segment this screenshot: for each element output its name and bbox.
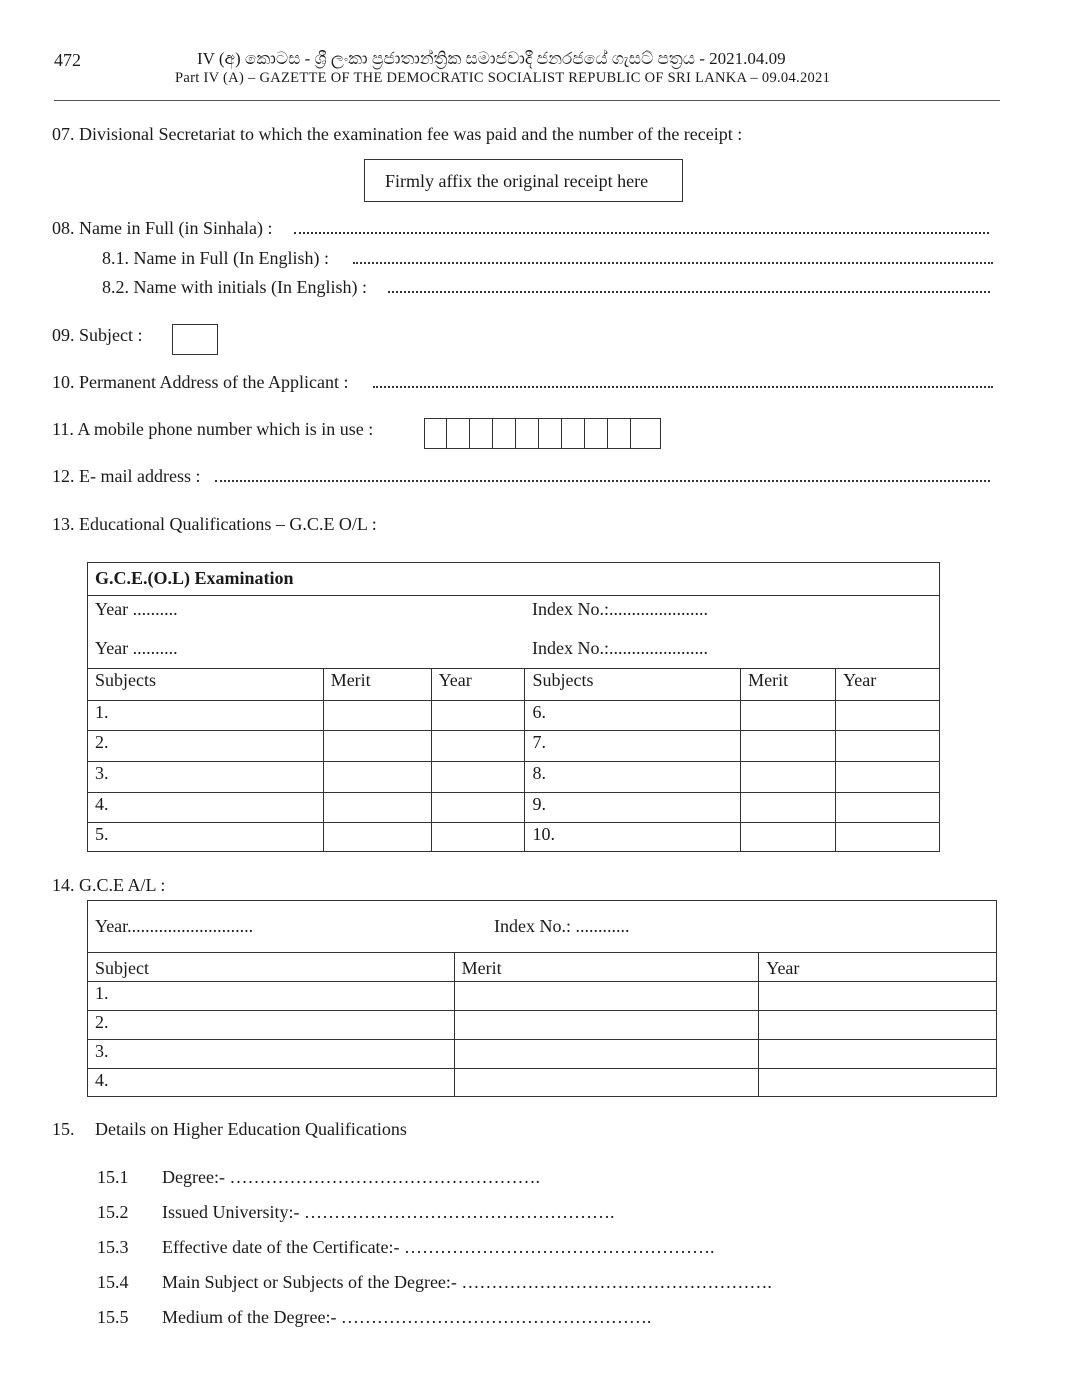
ol-header-merit: Merit [741,669,836,701]
page-number: 472 [54,50,81,70]
table-row [88,1011,997,1040]
ol-year-cell[interactable] [836,762,940,793]
table-row [88,1040,997,1069]
q15-number: 15. [52,1119,75,1139]
ol-subject-number: 3. [88,762,324,793]
al-subject-number: 4. [88,1069,455,1097]
ol-header-year: Year [836,669,940,701]
q15-item-number: 15.5 [97,1307,129,1327]
ol-merit-cell[interactable] [323,762,431,793]
q14-label: 14. G.C.E A/L : [52,875,166,895]
name-sinhala-field[interactable] [294,232,989,234]
degree-medium-field[interactable]: Medium of the Degree:- ……………………………………………. [162,1307,652,1327]
ol-year-cell[interactable] [431,701,525,731]
al-header-year: Year [759,953,997,982]
ol-subject-number: 2. [88,731,324,762]
ol-merit-cell[interactable] [741,793,836,823]
al-year[interactable]: Year............................ [95,916,254,936]
ol-merit-cell[interactable] [323,793,431,823]
header-rule [54,100,1000,101]
ol-subject-number: 1. [88,701,324,731]
mobile-digit-divider [584,419,585,448]
ol-year-1[interactable]: Year .......... [95,599,178,619]
name-initials-field[interactable] [388,291,990,293]
q15-item-number: 15.3 [97,1237,129,1257]
al-merit-cell[interactable] [454,1040,759,1069]
header-title-english: Part IV (A) – GAZETTE OF THE DEMOCRATIC SOCIALIST REPUBLIC OF SRI LANKA – 09.04.2021 [175,70,831,86]
mobile-digit-divider [630,419,631,448]
mobile-digit-divider [515,419,516,448]
ol-year-cell[interactable] [836,701,940,731]
q10-label: 10. Permanent Address of the Applicant : [52,372,349,392]
al-subject-number: 2. [88,1011,455,1040]
ol-merit-cell[interactable] [741,731,836,762]
ol-merit-cell[interactable] [741,701,836,731]
q12-label: 12. E- mail address : [52,466,201,486]
certificate-date-field[interactable]: Effective date of the Certificate:- ……………………………………………. [162,1237,715,1257]
ol-year-cell[interactable] [431,793,525,823]
ol-subject-number: 7. [525,731,741,762]
degree-subjects-field[interactable]: Main Subject or Subjects of the Degree:- ……………………………………………. [162,1272,772,1292]
ol-header-year: Year [431,669,525,701]
mobile-digit-divider [492,419,493,448]
al-merit-cell[interactable] [454,982,759,1011]
mobile-digit-divider [446,419,447,448]
ol-year-cell[interactable] [431,731,525,762]
ol-header-subjects: Subjects [525,669,741,701]
ol-index-1[interactable]: Index No.:...................... [532,599,708,619]
al-subject-number: 1. [88,982,455,1011]
q15-item-number: 15.4 [97,1272,129,1292]
ol-header-subjects: Subjects [88,669,324,701]
ol-header-merit: Merit [323,669,431,701]
issued-university-field[interactable]: Issued University:- ……………………………………………. [162,1202,615,1222]
al-year-cell[interactable] [759,1069,997,1097]
ol-subject-number: 5. [88,823,324,852]
ol-merit-cell[interactable] [323,731,431,762]
ol-merit-cell[interactable] [323,823,431,852]
al-subject-number: 3. [88,1040,455,1069]
table-row [88,1069,997,1097]
ol-subject-number: 6. [525,701,741,731]
gce-al-table [87,900,997,1097]
mobile-digit-divider [607,419,608,448]
q15-label: Details on Higher Education Qualifications [95,1119,407,1139]
table-row [88,701,940,731]
mobile-digit-divider [538,419,539,448]
q11-label: 11. A mobile phone number which is in use : [52,419,374,439]
table-row [88,731,940,762]
al-year-index-cell [88,901,997,953]
ol-subject-number: 9. [525,793,741,823]
mobile-digit-divider [561,419,562,448]
ol-merit-cell[interactable] [741,762,836,793]
al-year-cell[interactable] [759,1040,997,1069]
subject-box[interactable] [172,324,218,355]
q09-label: 09. Subject : [52,325,143,345]
table-row [88,982,997,1011]
ol-subject-number: 8. [525,762,741,793]
ol-year-cell[interactable] [836,823,940,852]
al-header-merit: Merit [454,953,759,982]
q07-label: 07. Divisional Secretariat to which the examination fee was paid and the number of the receipt : [52,124,743,144]
ol-merit-cell[interactable] [323,701,431,731]
ol-year-2[interactable]: Year .......... [95,638,178,658]
al-header-subject: Subject [88,953,455,982]
al-year-cell[interactable] [759,982,997,1011]
q15-item-number: 15.1 [97,1167,129,1187]
receipt-box-text: Firmly affix the original receipt here [385,171,649,191]
name-english-field[interactable] [353,262,993,264]
table-row [88,762,940,793]
table-row [88,793,940,823]
q08-label: 08. Name in Full (in Sinhala) : [52,218,273,238]
address-field[interactable] [373,386,993,388]
ol-year-cell[interactable] [431,762,525,793]
mobile-number-boxes[interactable] [424,418,661,449]
header-title-sinhala: IV (අ) කොටස - ශ්‍රී ලංකා ප්‍රජාතාන්ත්‍රික සමාජවාදී ජනරජයේ ගැසට් පත්‍රය - 2021.04.09 [197,49,786,68]
gce-ol-table [87,562,940,852]
ol-subject-number: 4. [88,793,324,823]
email-field[interactable] [215,480,990,482]
al-index[interactable]: Index No.: ............ [494,916,630,936]
q08-2-label: 8.2. Name with initials (In English) : [102,277,367,297]
q15-item-number: 15.2 [97,1202,129,1222]
degree-field[interactable]: Degree:- ……………………………………………. [162,1167,540,1187]
al-merit-cell[interactable] [454,1069,759,1097]
ol-year-cell[interactable] [836,793,940,823]
mobile-digit-divider [469,419,470,448]
ol-merit-cell[interactable] [741,823,836,852]
ol-subject-number: 10. [525,823,741,852]
table-row [88,823,940,852]
q08-1-label: 8.1. Name in Full (In English) : [102,248,329,268]
ol-year-cell[interactable] [431,823,525,852]
ol-index-2[interactable]: Index No.:...................... [532,638,708,658]
al-merit-cell[interactable] [454,1011,759,1040]
q13-label: 13. Educational Qualifications – G.C.E O/L : [52,514,377,534]
ol-year-cell[interactable] [836,731,940,762]
ol-year-index-cell [88,596,940,669]
ol-table-title: G.C.E.(O.L) Examination [88,563,940,596]
al-year-cell[interactable] [759,1011,997,1040]
